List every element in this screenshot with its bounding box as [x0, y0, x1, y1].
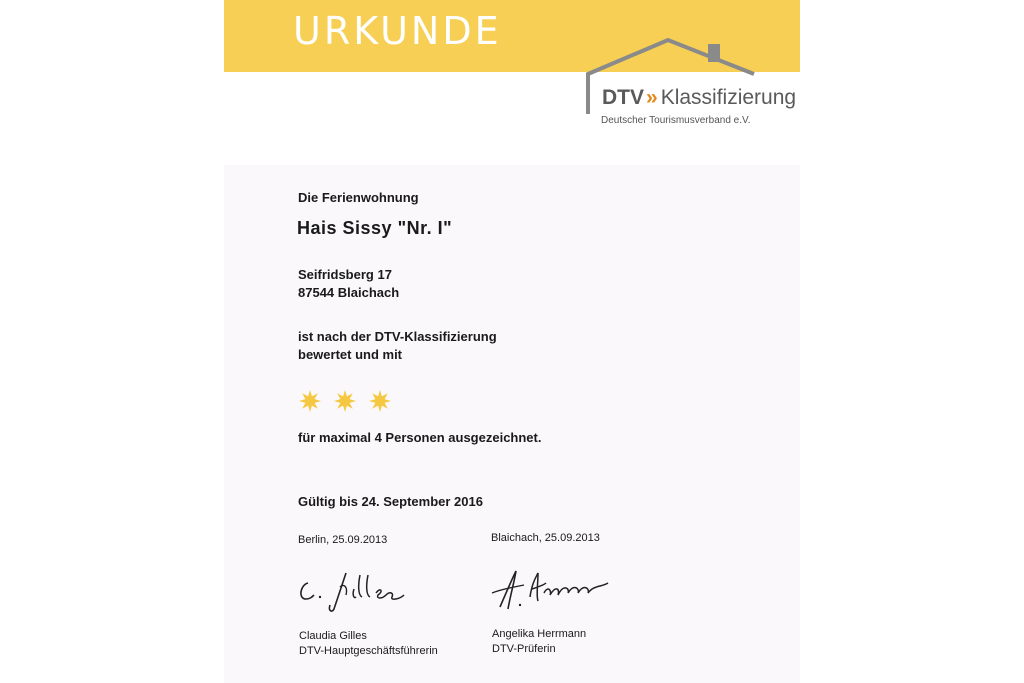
rating-text-line2: bewertet und mit — [298, 347, 403, 362]
signatory-role-1: DTV-Hauptgeschäftsführerin — [299, 645, 438, 657]
persons-text: für maximal 4 Personen ausgezeichnet. — [298, 430, 542, 445]
rating-text-line1: ist nach der DTV-Klassifizierung — [298, 329, 497, 344]
logo-subtitle: Deutscher Tourismusverband e.V. — [601, 115, 751, 126]
banner-title: URKUNDE — [293, 9, 502, 53]
signatory-role-2: DTV-Prüferin — [492, 643, 556, 655]
signature-angelika-herrmann — [486, 563, 618, 617]
logo-chevron-icon: » — [646, 86, 655, 109]
star-icon — [369, 390, 391, 412]
accommodation-name: Hais Sissy "Nr. I" — [297, 218, 453, 238]
signature-claudia-gilles — [294, 565, 434, 613]
address-street: Seifridsberg 17 — [298, 267, 392, 282]
validity-text: Gültig bis 24. September 2016 — [298, 494, 483, 509]
certificate — [224, 0, 800, 683]
logo-brand — [602, 86, 796, 110]
signature-place-date-2: Blaichach, 25.09.2013 — [491, 532, 600, 544]
logo-dtv: DTV — [602, 86, 644, 109]
star-icon — [299, 390, 321, 412]
signatory-name-2: Angelika Herrmann — [492, 628, 587, 640]
logo-name: Klassifizierung — [660, 86, 797, 109]
star-icon — [334, 390, 356, 412]
signature-place-date-1: Berlin, 25.09.2013 — [298, 534, 388, 546]
signatory-name-1: Claudia Gilles — [299, 630, 367, 642]
accommodation-type: Die Ferienwohnung — [298, 190, 419, 205]
star-rating — [297, 388, 397, 414]
address-city: 87544 Blaichach — [298, 285, 400, 300]
